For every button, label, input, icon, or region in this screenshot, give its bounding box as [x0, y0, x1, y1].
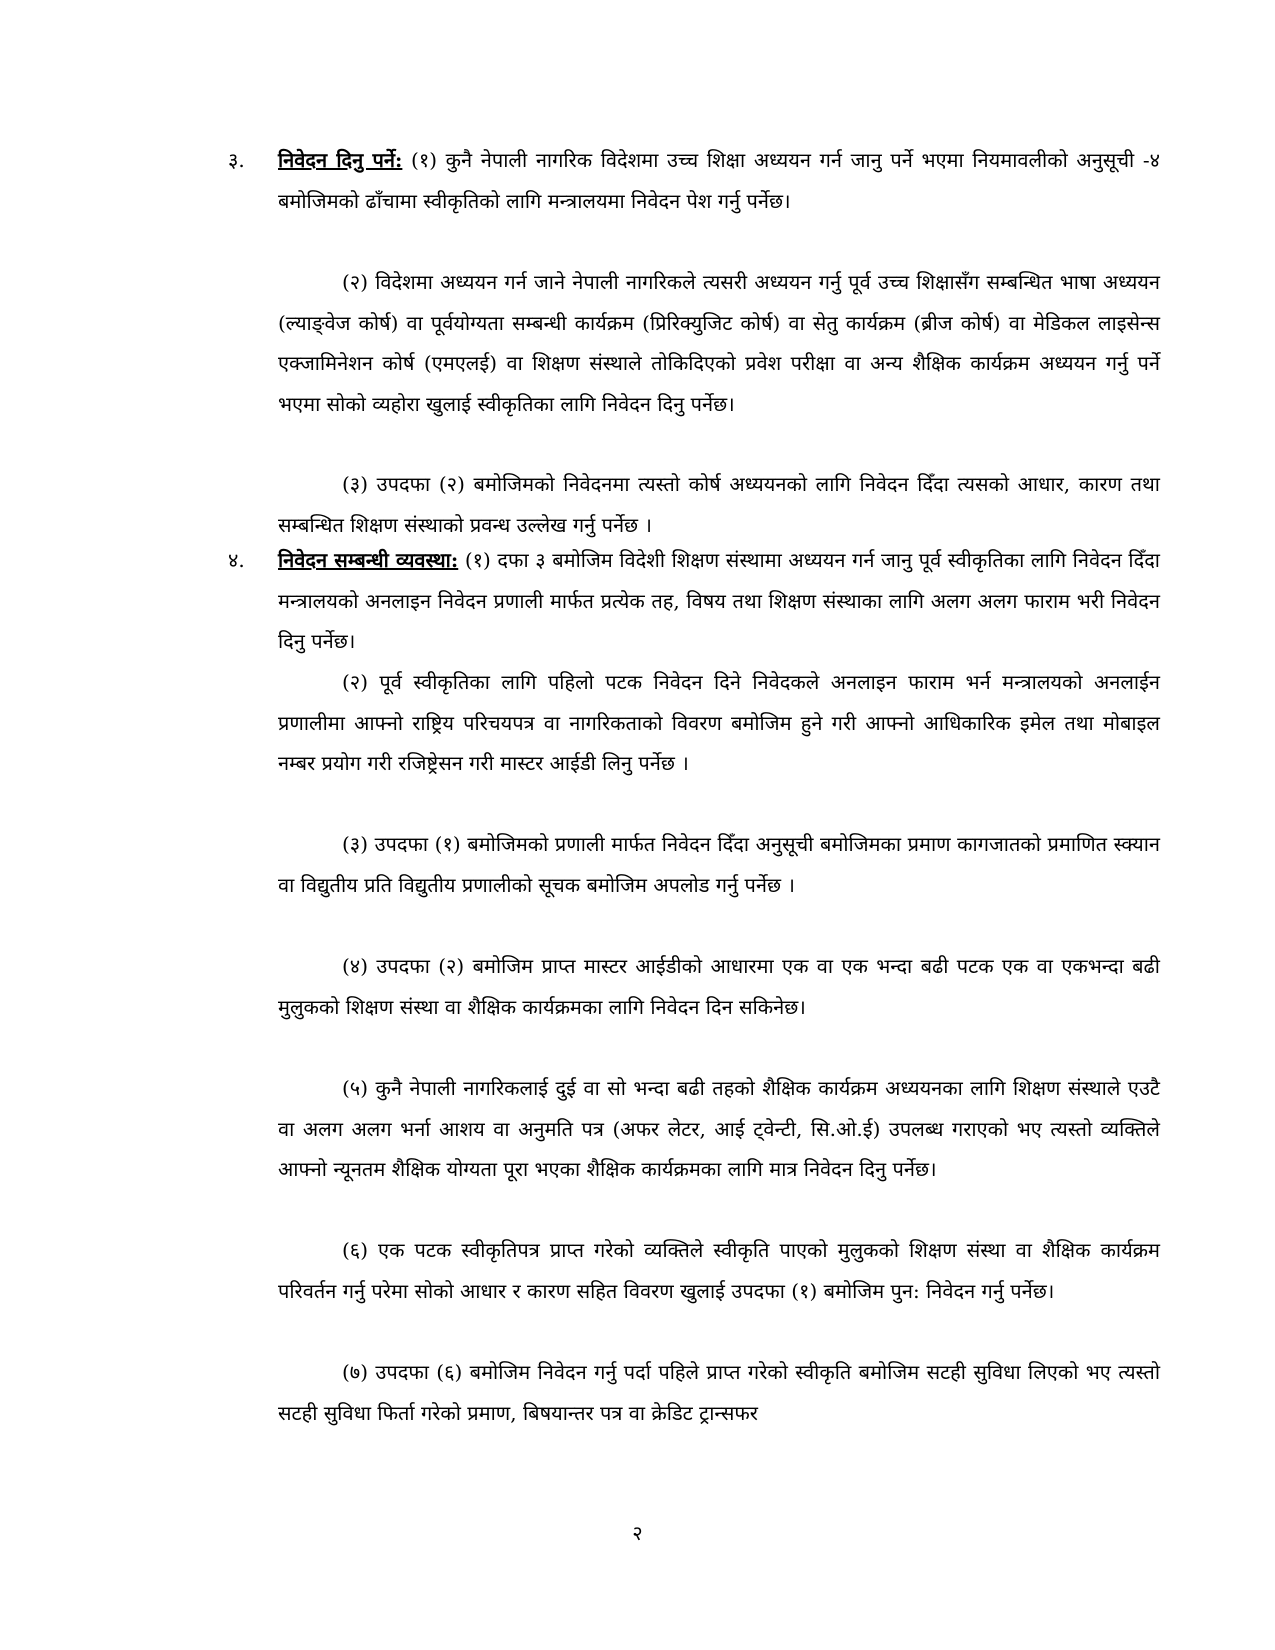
section-paragraph-6: (६) एक पटक स्वीकृतिपत्र प्राप्त गरेको व्यक्तिले स्वीकृति पाएको मुलुकको शिक्षण संस्था वा शैक्षिक कार्यक्रम परिवर्तन गर्नु परेमा सोको आधार र कारण सहित विवरण खुलाई उपदफा (१) बमोजिम पुन: निवेदन गर्नु पर्नेछ। [278, 1238, 1160, 1303]
section-paragraph-4: (४) उपदफा (२) बमोजिम प्राप्त मास्टर आईडीको आधारमा एक वा एक भन्दा बढी पटक एक वा एकभन्दा बढी मुलुकको शिक्षण संस्था वा शैक्षिक कार्यक्रमका लागि निवेदन दिन सकिनेछ। [278, 954, 1160, 1019]
section-number: ४. [228, 548, 245, 572]
section-paragraph-3: (३) उपदफा (१) बमोजिमको प्रणाली मार्फत निवेदन दिँदा अनुसूची बमोजिमका प्रमाण कागजातको प्रमाणित स्क्यान वा विद्युतीय प्रति विद्युतीय प्रणालीको सूचक बमोजिम अपलोड गर्नु पर्नेछ । [278, 832, 1160, 897]
section-number: ३. [228, 148, 245, 172]
paragraph-text: (१) कुनै नेपाली नागरिक विदेशमा उच्च शिक्षा अध्ययन गर्न जानु पर्ने भएमा नियमावलीको अनुसूची -४ बमोजिमको ढाँचामा स्वीकृतिको लागि मन्त्रालयमा निवेदन पेश गर्नु पर्नेछ। [278, 148, 1160, 213]
section-paragraph-2: (२) पूर्व स्वीकृतिका लागि पहिलो पटक निवेदन दिने निवेदकले अनलाइन फाराम भर्न मन्त्रालयको अनलाईन प्रणालीमा आफ्नो राष्ट्रिय परिचयपत्र वा नागरिकताको विवरण बमोजिम हुने गरी आफ्नो आधिकारिक इमेल तथा मोबाइल नम्बर प्रयोग गरी रजिष्ट्रेसन गरी मास्टर आईडी लिनु पर्नेछ । [278, 670, 1160, 776]
section-paragraph-3: (३) उपदफा (२) बमोजिमको निवेदनमा त्यस्तो कोर्ष अध्ययनको लागि निवेदन दिँदा त्यसको आधार, कारण तथा सम्बन्धित शिक्षण संस्थाको प्रवन्ध उल्लेख गर्नु पर्नेछ । [278, 472, 1160, 537]
section-heading: निवेदन सम्बन्धी व्यवस्था: [278, 548, 459, 572]
section-paragraph-1 [278, 140, 1160, 221]
section-paragraph-5: (५) कुनै नेपाली नागरिकलाई दुई वा सो भन्दा बढी तहको शैक्षिक कार्यक्रम अध्ययनका लागि शिक्षण संस्थाले एउटै वा अलग अलग भर्ना आशय वा अनुमति पत्र (अफर लेटर, आई ट्वेन्टी, सि.ओ.ई) उपलब्ध गराएको भए त्यस्तो व्यक्तिले आफ्नो न्यूनतम शैक्षिक योग्यता पूरा भएका शैक्षिक कार्यक्रमका लागि मात्र निवेदन दिनु पर्नेछ। [278, 1076, 1160, 1182]
section-paragraph-1 [278, 540, 1160, 662]
section-heading: निवेदन दिनु पर्ने: [278, 148, 403, 172]
section-paragraph-7: (७) उपदफा (६) बमोजिम निवेदन गर्नु पर्दा पहिले प्राप्त गरेको स्वीकृति बमोजिम सटही सुविधा लिएको भए त्यस्तो सटही सुविधा फिर्ता गरेको प्रमाण, बिषयान्तर पत्र वा क्रेडिट ट्रान्सफर [278, 1360, 1160, 1425]
paragraph-text: (१) दफा ३ बमोजिम विदेशी शिक्षण संस्थामा अध्ययन गर्न जानु पूर्व स्वीकृतिका लागि निवेदन दिँदा मन्त्रालयको अनलाइन निवेदन प्रणाली मार्फत प्रत्येक तह, विषय तथा शिक्षण संस्थाका लागि अलग अलग फाराम भरी निवेदन दिनु पर्नेछ। [278, 548, 1160, 654]
section-paragraph-2: (२) विदेशमा अध्ययन गर्न जाने नेपाली नागरिकले त्यसरी अध्ययन गर्नु पूर्व उच्च शिक्षासँग सम्बन्धित भाषा अध्ययन (ल्याङ्वेज कोर्ष) वा पूर्वयोग्यता सम्बन्धी कार्यक्रम (प्रिरिक्युजिट कोर्ष) वा सेतु कार्यक्रम (ब्रीज कोर्ष) वा मेडिकल लाइसेन्स एक्जामिनेशन कोर्ष (एमएलई) वा शिक्षण संस्थाले तोकिदिएको प्रवेश परीक्षा वा अन्य शैक्षिक कार्यक्रम अध्ययन गर्नु पर्ने भएमा सोको व्यहोरा खुलाई स्वीकृतिका लागि निवेदन दिनु पर्नेछ। [278, 270, 1160, 416]
page-number: २ [632, 1521, 643, 1545]
